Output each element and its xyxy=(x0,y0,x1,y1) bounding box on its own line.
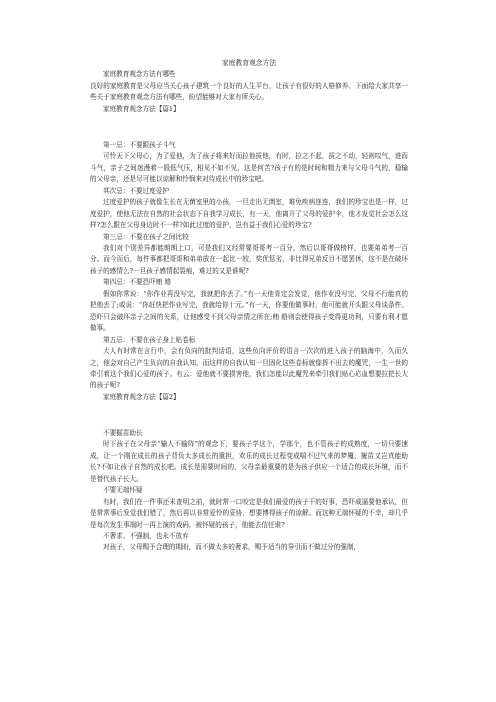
paragraph: 家庭教育观念方法【篇1】 xyxy=(103,104,180,113)
paragraph: 我们对个别差异都能朗朗上口，可是我们又经常要哥哥考一百分，然后以哥哥做榜样，也要弟弟考一百分。而今而后，每件事都把哥哥和弟弟放在一起比一较，奖优惩劣，非比得兄弟反目不愿罢休，这不是在破坏孩子的感情么?一旦孩子感情起裂痕，难过的又是谁呢? xyxy=(90,243,408,275)
paragraph: 其次忌：不要过度爱护 xyxy=(103,186,169,195)
paragraph: 第三忌：不要在孩子之间比较 xyxy=(103,232,189,241)
paragraph: 家庭教育观念方法【篇2】 xyxy=(103,392,180,401)
paragraph: 时下孩子在父母亲“输人不输阵”的观念下，要孩子学这个，学那个，也不管孩子的成熟度，一切只要速成，让一个刚在成长的孩子背负太多成长的重担，欢乐的成长过程变成喘不过气来的梦魇，揠苗又岂真能助长?不如让孩子自然的成长吧。成长是需要时间的，父母亲最重要的是为孩子供应一个适合的成长环境，而不是替代孩子长大。 xyxy=(90,440,408,483)
paragraph: 假如你常说：“你作业再没写完，我就把你丢了。”有一天他肯定会发觉，他作业没写完，父母不行能真的把他丢了;或说：“你赶快把作业写完，我就给你十元。”有一天，你要他做事时，他可能就开头跟父母谈条件。恐吓只会破坏亲子之间的关系，让他感受不到父母亲情之所在;贿 赂则会使得孩子变得更功利，只要有利才愿做事。 xyxy=(90,289,408,333)
paragraph: 可怜天下父母心，为了爱他，为了孩子将来好而拉他拔他，有时，拉之不起，拔之不动，轻则叹气，进而斗气，亲子之间迷漫着一股低气压，相见不如不见，这是何苦?孩子有的是时间和精力来与父母斗气的，稳输的父母亲，还是尽可能以谅解和怜悯来对待成长中的珍宝吧。 xyxy=(90,152,408,184)
paragraph: 不要无端怀疑 xyxy=(103,486,143,495)
document-body xyxy=(90,69,408,553)
document-page xyxy=(90,58,408,554)
paragraph: 不要掘苗助长 xyxy=(103,428,143,437)
paragraph: 有时，我们在一件事还未查明之前，就时常一口咬定是我们最爱的孩子干的好事，恐吓威逼要他承认，但是常常事后发觉我们错了，然后再以非常爱怜的妥协，想要博得孩子的谅解。而这种无端怀疑的不幸，却几乎是每次发生事端时一再上演的戏码，被怀疑的孩子，他能去信任谁? xyxy=(90,497,408,529)
paragraph: 对孩子，父母赐予合理的期盼，而不做太多的奢求，赐予适当的导引而不做过分的强制， xyxy=(103,543,361,552)
blank-line xyxy=(90,410,408,421)
blank-line xyxy=(90,122,408,133)
paragraph: 过度爱护的孩子就像生长在无菌室里的小孩，一旦走出无菌室，难免疾病连连，我们的珍宝也是一样，过度爱护，使他无法在自然的社会状态下自我学习成长，有一天，他离开了父母的爱护伞，他才发觉社会怎么这样?怎么跟在父母身边时不一样?如此过度的爱护，岂有益于我们心爱的珍宝? xyxy=(90,198,408,230)
paragraph: 第四忌：不要恐吓贿 赂 xyxy=(103,278,172,287)
paragraph: 第五忌：不要在孩子身上贴卷标 xyxy=(103,335,196,344)
paragraph: 第一忌：不要跟孩子斗气 xyxy=(103,140,176,149)
paragraph: 不奢求、不强制、也永不放弃 xyxy=(103,532,189,541)
paragraph: 良好的家庭教育是父母应当关心孩子建筑一个良好的人生平台，让孩子有很好的人格修养。下面给大家共享一些关于家庭教育观念方法有哪些，盼望能够对大家有所关心。 xyxy=(90,81,408,102)
paragraph: 大人有时常在言行中，会有负向的批判话语，这些负向评价的语言一次次的进入孩子的脑海中，久而久之，他会对自己产生负向的自我认知，而这样的自我认知一旦固化这些卷标就像挥不出去的魔咒，一生一世的牵引着这个我们心爱的孩子。有云：爱他就不要损害他，我们怎能以此魔咒来牵引我们贴心応血想要拉把长大的孩子呢? xyxy=(90,347,408,390)
paragraph: 家庭教育观念方法有哪些 xyxy=(103,70,176,79)
document-title: 家庭教育观念方法 xyxy=(221,59,277,67)
